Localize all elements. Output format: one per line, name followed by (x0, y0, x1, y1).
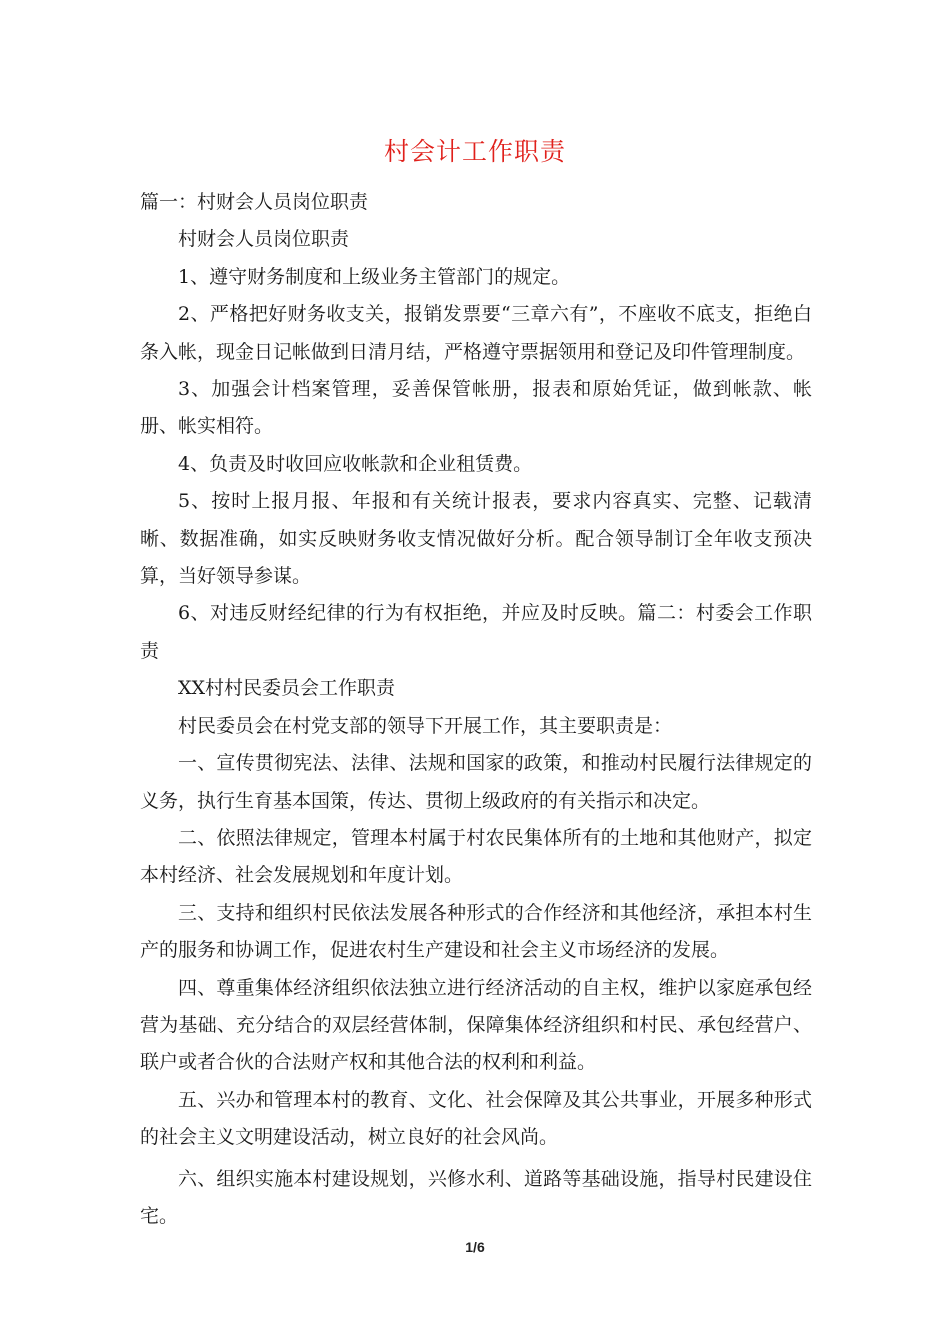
paragraph: 五、兴办和管理本村的教育、文化、社会保障及其公共事业，开展多种形式的社会主义文明建设活动，树立良好的社会风尚。 (140, 1088, 812, 1149)
paragraph: 1、遵守财务制度和上级业务主管部门的规定。 (178, 265, 571, 288)
document-title: 村会计工作职责 (383, 137, 566, 166)
paragraph: 二、依照法律规定，管理本村属于村农民集体所有的土地和其他财产，拟定本村经济、社会发展规划和年度计划。 (140, 826, 812, 887)
paragraph: 5、按时上报月报、年报和有关统计报表，要求内容真实、完整、记载清晰、数据准确，如实反映财务收支情况做好分析。配合领导制订全年收支预决算，当好领导参谋。 (140, 490, 812, 588)
paragraph: 3、加强会计档案管理，妥善保管帐册，报表和原始凭证，做到帐款、帐册、帐实相符。 (140, 378, 812, 438)
paragraph: 2、严格把好财务收支关，报销发票要“三章六有”，不座收不底支，拒绝白条入帐，现金日记帐做到日清月结，严格遵守票据领用和登记及印件管理制度。 (140, 303, 812, 363)
paragraph: 村民委员会在村党支部的领导下开展工作，其主要职责是： (178, 714, 673, 737)
paragraph: 三、支持和组织村民依法发展各种形式的合作经济和其他经济，承担本村生产的服务和协调工作，促进农村生产建设和社会主义市场经济的发展。 (140, 901, 812, 962)
paragraph: 4、负责及时收回应收帐款和企业租赁费。 (178, 452, 533, 475)
paragraph: 六、组织实施本村建设规划，兴修水利、道路等基础设施，指导村民建设住宅。 (140, 1167, 812, 1227)
paragraph: 村财会人员岗位职责 (178, 228, 350, 251)
document-body (140, 184, 812, 1235)
paragraph: 6、对违反财经纪律的行为有权拒绝，并应及时反映。篇二：村委会工作职责 (140, 602, 812, 662)
paragraph: 四、尊重集体经济组织依法独立进行经济活动的自主权，维护以家庭承包经营为基础、充分结合的双层经营体制，保障集体经济组织和村民、承包经营户、联户或者合伙的合法财产权和其他合法的权利和利益。 (140, 976, 812, 1074)
page-number: 1/6 (465, 1239, 485, 1255)
paragraph: 篇一：村财会人员岗位职责 (140, 191, 369, 213)
paragraph: 一、宣传贯彻宪法、法律、法规和国家的政策，和推动村民履行法律规定的义务，执行生育基本国策，传达、贯彻上级政府的有关指示和决定。 (140, 752, 812, 812)
paragraph: XX村村民委员会工作职责 (178, 677, 396, 700)
